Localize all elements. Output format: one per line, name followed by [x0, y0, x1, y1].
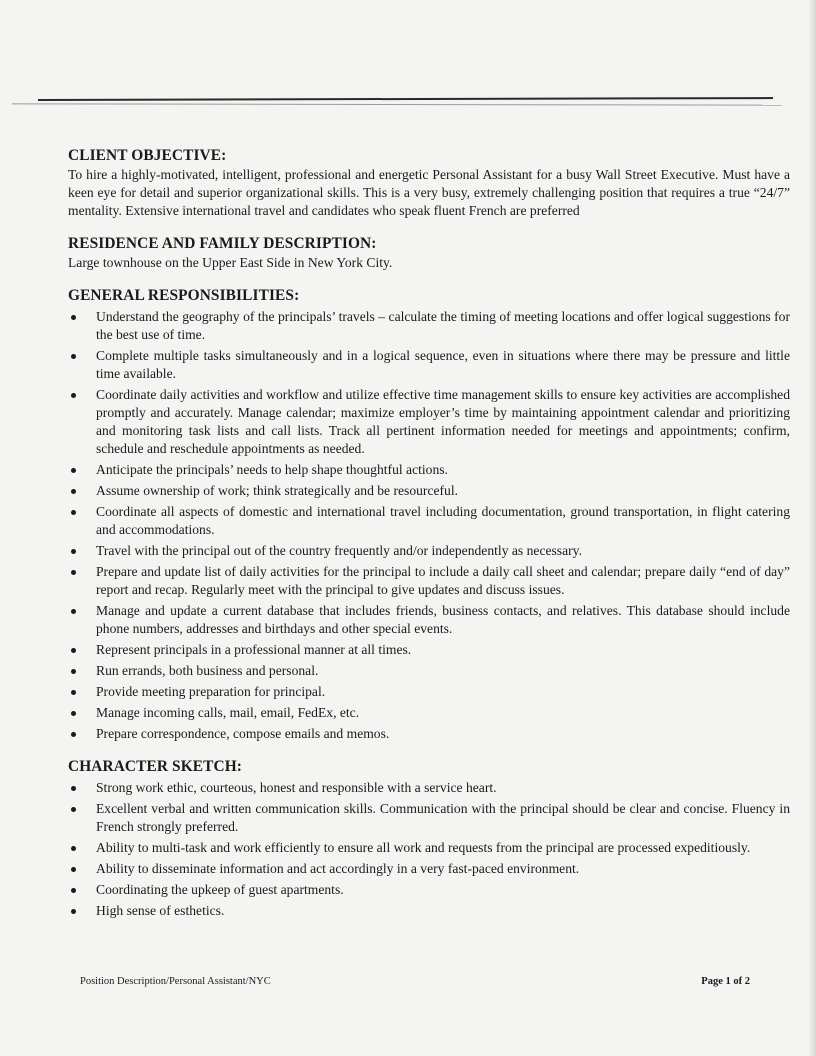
list-item-text: Manage incoming calls, mail, email, FedEx, etc.: [96, 705, 360, 720]
list-item: [68, 503, 790, 539]
bullet-icon: [71, 846, 76, 851]
list-item: [68, 542, 790, 560]
list-item: [68, 881, 790, 899]
list-item-text: Ability to disseminate information and act accordingly in a very fast-paced environment.: [96, 861, 580, 876]
list-item-text: Ability to multi-task and work efficiently to ensure all work and requests from the principal are processed expeditiously.: [96, 840, 751, 855]
client-objective-section: [68, 146, 790, 220]
list-item: [68, 347, 790, 383]
list-item: [68, 800, 790, 836]
list-item: [68, 308, 790, 344]
list-item-text: Anticipate the principals’ needs to help shape thoughtful actions.: [96, 462, 448, 477]
list-item-text: Represent principals in a professional manner at all times.: [96, 642, 412, 657]
list-item: [68, 461, 790, 479]
character-sketch-list: [68, 779, 790, 920]
residence-text: Large townhouse on the Upper East Side in New York City.: [68, 255, 393, 270]
list-item-text: Provide meeting preparation for principal.: [96, 684, 326, 699]
footer-page-number: Page 1 of 2: [701, 976, 750, 987]
bullet-icon: [71, 549, 76, 554]
bullet-icon: [71, 786, 76, 791]
list-item: [68, 902, 790, 920]
header-rule: [38, 97, 773, 101]
bullet-icon: [71, 354, 76, 359]
bullet-icon: [71, 909, 76, 914]
list-item-text: Manage and update a current database that includes friends, business contacts, and relatives. This database should include phone numbers, addresses and birthdays and other special events.: [96, 603, 790, 636]
list-item: [68, 683, 790, 701]
bullet-icon: [71, 669, 76, 674]
list-item: [68, 662, 790, 680]
bullet-icon: [71, 648, 76, 653]
bullet-icon: [71, 732, 76, 737]
list-item: [68, 860, 790, 878]
residence-heading: RESIDENCE AND FAMILY DESCRIPTION:: [68, 235, 377, 252]
list-item: [68, 602, 790, 638]
list-item-text: Complete multiple tasks simultaneously and in a logical sequence, even in situations where there may be pressure and little time available.: [96, 348, 790, 381]
list-item-text: Excellent verbal and written communication skills. Communication with the principal should be clear and concise. Fluency in French strongly preferred.: [96, 801, 790, 834]
bullet-icon: [71, 609, 76, 614]
list-item-text: Coordinating the upkeep of guest apartments.: [96, 882, 344, 897]
character-sketch-heading: CHARACTER SKETCH:: [68, 758, 243, 775]
bullet-icon: [71, 468, 76, 473]
list-item: [68, 482, 790, 500]
bullet-icon: [71, 393, 76, 398]
scan-line: [12, 103, 782, 105]
list-item-text: Coordinate all aspects of domestic and international travel including documentation, ground transportation, in flight catering and accommodations.: [96, 504, 790, 537]
list-item: [68, 704, 790, 722]
list-item: [68, 386, 790, 458]
list-item: [68, 641, 790, 659]
residence-section: [68, 234, 790, 272]
client-objective-heading: CLIENT OBJECTIVE:: [68, 147, 227, 164]
character-sketch-section: [68, 757, 790, 920]
list-item-text: Assume ownership of work; think strategically and be resourceful.: [96, 483, 459, 498]
general-responsibilities-heading: GENERAL RESPONSIBILITIES:: [68, 287, 300, 304]
client-objective-text: To hire a highly-motivated, intelligent, professional and energetic Personal Assistant for a busy Wall Street Executive. Must have a keen eye for detail and superior organizational skills. This is a very busy, extremely challenging position that requires a true “24/7” mentality. Extensive international travel and candidates who speak fluent French are preferred: [68, 167, 790, 218]
list-item-text: High sense of esthetics.: [96, 903, 225, 918]
general-responsibilities-list: [68, 308, 790, 743]
bullet-icon: [71, 888, 76, 893]
list-item: [68, 563, 790, 599]
bullet-icon: [71, 489, 76, 494]
list-item-text: Prepare correspondence, compose emails and memos.: [96, 726, 390, 741]
bullet-icon: [71, 510, 76, 515]
list-item: [68, 779, 790, 797]
bullet-icon: [71, 807, 76, 812]
bullet-icon: [71, 711, 76, 716]
list-item: [68, 725, 790, 743]
list-item-text: Prepare and update list of daily activities for the principal to include a daily call sheet and calendar; prepare daily “end of day” report and recap. Regularly meet with the principal to give updates and discuss issues.: [96, 564, 790, 597]
list-item-text: Understand the geography of the principals’ travels – calculate the timing of meeting locations and offer logical suggestions for the best use of time.: [96, 309, 790, 342]
list-item-text: Strong work ethic, courteous, honest and responsible with a service heart.: [96, 780, 497, 795]
bullet-icon: [71, 867, 76, 872]
document-body: [68, 146, 790, 934]
list-item-text: Travel with the principal out of the country frequently and/or independently as necessary.: [96, 543, 582, 558]
general-responsibilities-section: [68, 286, 790, 743]
list-item-text: Coordinate daily activities and workflow and utilize effective time management skills to ensure key activities are accomplished promptly and accurately. Manage calendar; maximize employer’s time by maintaining appointment calendar and prioritizing and monitoring task lists and call lists. Track all pertinent information needed for meetings and appointments; confirm, schedule and reschedule appointments as needed.: [96, 387, 790, 456]
scan-edge: [808, 0, 816, 1056]
bullet-icon: [71, 315, 76, 320]
bullet-icon: [71, 690, 76, 695]
bullet-icon: [71, 570, 76, 575]
list-item-text: Run errands, both business and personal.: [96, 663, 319, 678]
footer-document-label: Position Description/Personal Assistant/NYC: [80, 976, 271, 987]
list-item: [68, 839, 790, 857]
